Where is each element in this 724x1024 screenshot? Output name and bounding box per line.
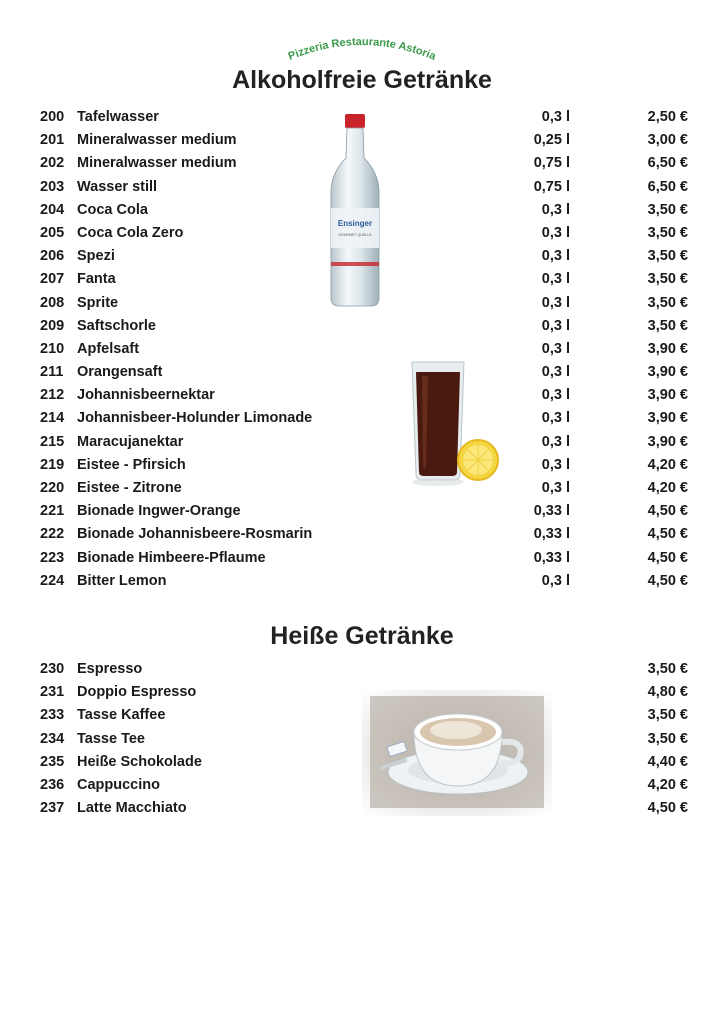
item-name: Bionade Ingwer-Orange [77,503,241,520]
item-price: 3,90 € [647,410,688,427]
item-price: 3,50 € [647,201,688,218]
item-name: Tasse Kaffee [77,707,166,724]
item-volume: 0,3 l [541,387,570,404]
item-name: Cappuccino [77,776,160,793]
item-number: 230 [40,661,65,677]
item-price: 4,50 € [647,572,688,589]
bottle-sublabel: GOURMET QUELLE [338,233,372,237]
menu-item [0,658,724,681]
item-name: Tafelwasser [77,109,159,125]
item-volume: 0,3 l [541,294,570,311]
item-volume: 0,3 l [541,201,570,218]
menu-item [0,361,724,384]
menu-item [0,407,724,430]
item-number: 215 [40,433,65,450]
item-number: 219 [40,456,65,473]
item-price: 6,50 € [647,155,688,172]
menu-item [0,431,724,454]
item-price: 4,20 € [647,456,688,473]
item-name: Mineralwasser medium [77,132,237,149]
menu-item [0,477,724,500]
item-number: 224 [40,572,65,589]
item-number: 210 [40,340,65,357]
item-price: 3,90 € [647,340,688,357]
menu-item [0,570,724,593]
logo-text: Pizzeria Restaurante Astoria [286,35,438,63]
item-price: 4,50 € [647,503,688,520]
item-volume: 0,3 l [541,109,570,125]
bottle-label: Ensinger [337,219,373,228]
item-volume: 0,3 l [541,317,570,334]
item-number: 205 [40,224,65,241]
item-number: 234 [40,730,65,747]
item-volume: 0,75 l [533,178,570,195]
menu-item [0,500,724,523]
item-volume: 0,3 l [541,456,570,473]
item-number: 237 [40,800,65,817]
item-number: 207 [40,271,65,288]
item-price: 3,90 € [647,364,688,381]
item-name: Bionade Johannisbeere-Rosmarin [77,526,313,543]
item-price: 2,50 € [647,109,688,125]
item-price: 4,20 € [647,480,688,496]
cola-glass-image [398,356,504,492]
item-number: 200 [40,109,65,125]
item-volume: 0,3 l [541,433,570,450]
item-number: 208 [40,294,65,311]
item-number: 236 [40,776,65,793]
item-name: Coca Cola [77,201,148,218]
item-volume: 0,3 l [541,340,570,357]
item-volume: 0,3 l [541,410,570,427]
item-name: Apfelsaft [77,340,140,357]
item-price: 4,80 € [647,684,688,701]
item-name: Orangensaft [77,364,163,381]
item-name: Eistee - Pfirsich [77,456,186,473]
item-name: Mineralwasser medium [77,155,237,172]
item-price: 3,50 € [647,271,688,288]
item-number: 203 [40,178,65,195]
menu-item [0,315,724,338]
item-name: Bitter Lemon [77,572,167,589]
item-price: 3,00 € [647,132,688,149]
item-price: 3,50 € [647,294,688,311]
item-price: 3,50 € [647,317,688,334]
item-number: 221 [40,503,65,520]
item-number: 214 [40,410,65,427]
item-volume: 0,3 l [541,364,570,381]
item-price: 4,50 € [647,549,688,566]
item-volume: 0,3 l [541,480,570,496]
item-number: 202 [40,155,65,172]
item-number: 222 [40,526,65,543]
item-price: 3,50 € [647,248,688,265]
item-name: Espresso [77,661,143,677]
item-name: Fanta [77,271,116,288]
item-name: Spezi [77,248,115,265]
item-price: 3,50 € [647,730,688,747]
item-price: 3,50 € [647,661,688,677]
menu-item [0,338,724,361]
item-name: Johannisbeer-Holunder Limonade [77,410,313,427]
item-number: 220 [40,480,65,496]
item-name: Bionade Himbeere-Pflaume [77,549,266,566]
item-volume: 0,3 l [541,572,570,589]
item-price: 3,90 € [647,387,688,404]
item-price: 3,50 € [647,707,688,724]
item-price: 4,20 € [647,776,688,793]
item-price: 4,50 € [647,526,688,543]
item-number: 209 [40,317,65,334]
item-volume: 0,25 l [533,132,570,149]
item-name: Sprite [77,294,119,311]
item-price: 3,50 € [647,224,688,241]
item-number: 201 [40,132,65,149]
water-bottle-image [326,110,384,308]
item-volume: 0,3 l [541,271,570,288]
item-volume: 0,3 l [541,224,570,241]
item-volume: 0,33 l [533,503,570,520]
item-name: Tasse Tee [77,730,145,747]
item-volume: 0,33 l [533,526,570,543]
item-volume: 0,33 l [533,549,570,566]
item-number: 204 [40,201,65,218]
item-name: Wasser still [77,178,158,195]
item-number: 211 [40,364,64,381]
item-price: 4,40 € [647,753,688,770]
item-name: Heiße Schokolade [77,753,202,770]
item-name: Coca Cola Zero [77,224,184,241]
item-number: 235 [40,753,65,770]
cappuccino-image [362,690,552,816]
item-number: 223 [40,549,65,566]
item-price: 6,50 € [647,178,688,195]
menu-item [0,454,724,477]
menu-item [0,384,724,407]
item-name: Latte Macchiato [77,800,187,817]
item-number: 206 [40,248,65,265]
section-title-cold-drinks: Alkoholfreie Getränke [232,66,492,94]
item-name: Maracujanektar [77,433,184,450]
item-name: Doppio Espresso [77,684,197,701]
item-price: 4,50 € [647,800,688,817]
menu-item [0,523,724,546]
item-name: Johannisbeernektar [77,387,215,404]
item-number: 231 [40,684,65,701]
item-name: Eistee - Zitrone [77,480,182,496]
item-number: 233 [40,707,65,724]
item-price: 3,90 € [647,433,688,450]
item-name: Saftschorle [77,317,156,334]
item-volume: 0,75 l [533,155,570,172]
section-title-hot-drinks: Heiße Getränke [270,622,454,650]
restaurant-logo [282,28,442,68]
menu-item [0,547,724,570]
item-volume: 0,3 l [541,248,570,265]
item-number: 212 [40,387,65,404]
